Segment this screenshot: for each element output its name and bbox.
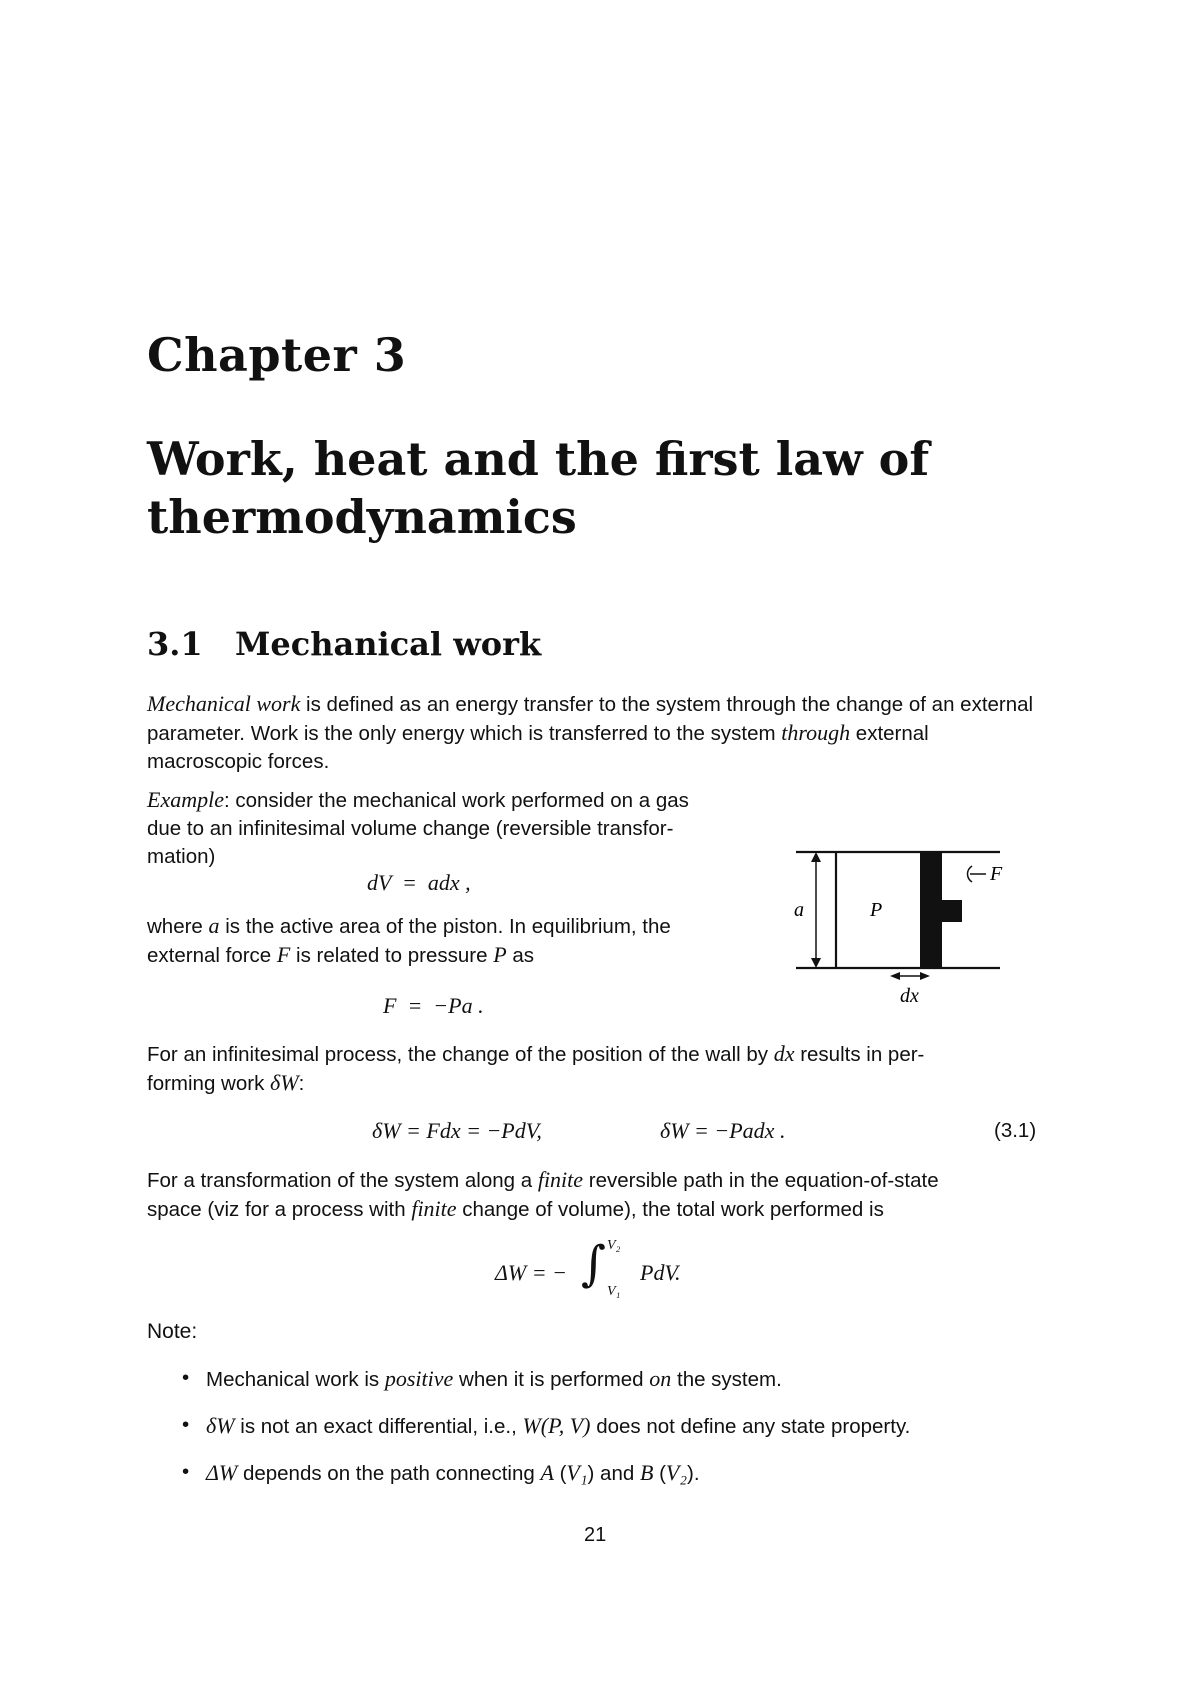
- piston-rod: [940, 900, 962, 922]
- label-P: P: [870, 899, 883, 921]
- chapter-title: Work, heat and the first law of thermodynamics: [147, 432, 930, 544]
- bullet-dot-icon: •: [182, 1460, 190, 1483]
- section-title: Mechanical work: [235, 625, 542, 663]
- example-text-1: : consider the mechanical work performed on a gas: [223, 789, 689, 812]
- label-F: F: [990, 863, 1003, 885]
- intro-text-1: is defined as an energy transfer to the system through the change of an external parameter. Work is the only energy which is transferred to the system: [147, 693, 1034, 745]
- integral-upper-limit: V₂: [607, 1238, 621, 1253]
- b3-var-V2: V₂: [665, 1460, 688, 1485]
- var-dx: dx: [773, 1041, 795, 1066]
- var-P: P: [493, 942, 507, 967]
- label-dx: dx: [900, 985, 919, 1007]
- b1-emph-positive: positive: [384, 1366, 454, 1391]
- page-number: 21: [584, 1524, 607, 1546]
- label-a: a: [794, 899, 804, 921]
- b1-text-a: Mechanical work is: [206, 1368, 385, 1391]
- eq-text-d: is related to pressure: [290, 944, 494, 967]
- integral-sign: ∫: [581, 1236, 607, 1292]
- b3-text-a: depends on the path connecting: [237, 1462, 541, 1485]
- equation-number: (3.1): [994, 1119, 1037, 1142]
- finite-emphasis-1: finite: [537, 1167, 584, 1192]
- b3-var-DW: ΔW: [206, 1460, 238, 1485]
- intro-text-2: external macroscopic forces.: [147, 722, 929, 773]
- equation-force: F = −Pa .: [383, 993, 484, 1018]
- intro-term: Mechanical work: [147, 691, 301, 716]
- b3-text-e: ).: [687, 1462, 700, 1485]
- var-F: F: [276, 942, 291, 967]
- height-arrow-bottom: [811, 958, 821, 968]
- equation-integral: [495, 1236, 715, 1310]
- finite-line-2: [147, 1195, 1047, 1224]
- example-label: Example: [147, 787, 224, 812]
- var-a: a: [208, 913, 220, 938]
- finite-text-3: space (viz for a process with: [147, 1198, 412, 1221]
- process-line-2: [147, 1069, 1047, 1098]
- finite-text-4: change of volume), the total work performed is: [456, 1198, 884, 1221]
- eq-text-e: as: [506, 944, 534, 967]
- example-line-1: [147, 786, 747, 815]
- eq-text-c: external force: [147, 944, 277, 967]
- b3-var-A: A: [540, 1460, 554, 1485]
- finite-text-1: For a transformation of the system along a: [147, 1169, 538, 1192]
- bullet-text: [206, 1413, 910, 1439]
- process-line-1: [147, 1040, 1047, 1069]
- process-text-1: For an infinitesimal process, the change of the position of the wall by: [147, 1043, 774, 1066]
- bullet-text: [206, 1366, 782, 1392]
- piston-wall: [920, 852, 942, 968]
- example-line-3: mation): [147, 845, 216, 868]
- bullet-text: [206, 1460, 700, 1486]
- section-number: 3.1: [147, 625, 203, 663]
- b2-text-b: does not define any state property.: [590, 1415, 911, 1438]
- b1-text-b: when it is performed: [453, 1368, 650, 1391]
- eq-text-a: where: [147, 915, 209, 938]
- b1-text-c: the system.: [671, 1368, 782, 1391]
- note-label: Note:: [147, 1320, 198, 1343]
- b3-text-c: ) and: [587, 1462, 640, 1485]
- equilibrium-line-1: [147, 912, 767, 941]
- example-paragraph: [147, 786, 747, 871]
- process-paragraph: [147, 1040, 1047, 1098]
- b3-text-b: (: [553, 1462, 567, 1485]
- equilibrium-line-2: [147, 941, 767, 970]
- height-arrow-top: [811, 852, 821, 862]
- b2-var-dW: δW: [206, 1413, 235, 1438]
- piston-diagram: [780, 840, 1010, 1010]
- b2-text-a: is not an exact differential, i.e.,: [234, 1415, 523, 1438]
- var-dW: δW: [270, 1070, 299, 1095]
- equation-dv: dV = adx ,: [367, 870, 471, 895]
- eq-text-b: is the active area of the piston. In equilibrium, the: [219, 915, 671, 938]
- process-text-4: :: [298, 1072, 305, 1095]
- b1-emph-on: on: [649, 1366, 672, 1391]
- finite-emphasis-2: finite: [411, 1196, 457, 1221]
- b3-text-d: (: [653, 1462, 666, 1485]
- example-line-2: due to an infinitesimal volume change (reversible transfor-: [147, 817, 674, 840]
- finite-line-1: [147, 1166, 1047, 1195]
- process-text-3: forming work: [147, 1072, 271, 1095]
- process-text-2: results in per-: [794, 1043, 925, 1066]
- dx-arrow-right: [920, 972, 930, 980]
- equilibrium-paragraph: [147, 912, 767, 970]
- b3-var-V1: V₁: [566, 1460, 588, 1485]
- integral-rhs: PdV.: [640, 1260, 681, 1285]
- intro-paragraph: [147, 690, 1047, 776]
- bullet-dot-icon: •: [182, 1413, 190, 1436]
- dx-arrow-left: [890, 972, 900, 980]
- finite-text-2: reversible path in the equation-of-state: [583, 1169, 939, 1192]
- section-heading: [147, 625, 541, 663]
- integral-lhs: ΔW = −: [495, 1260, 567, 1285]
- equation-work-right: δW = −Padx .: [660, 1118, 786, 1143]
- b2-var-WPV: W(P, V): [522, 1413, 591, 1438]
- integral-lower-limit: V₁: [607, 1284, 621, 1299]
- intro-emphasis: through: [781, 720, 851, 745]
- b3-var-B: B: [639, 1460, 654, 1485]
- finite-paragraph: [147, 1166, 1047, 1224]
- equation-work-left: δW = Fdx = −PdV,: [372, 1118, 542, 1143]
- bullet-dot-icon: •: [182, 1366, 190, 1389]
- chapter-label: Chapter 3: [147, 328, 407, 382]
